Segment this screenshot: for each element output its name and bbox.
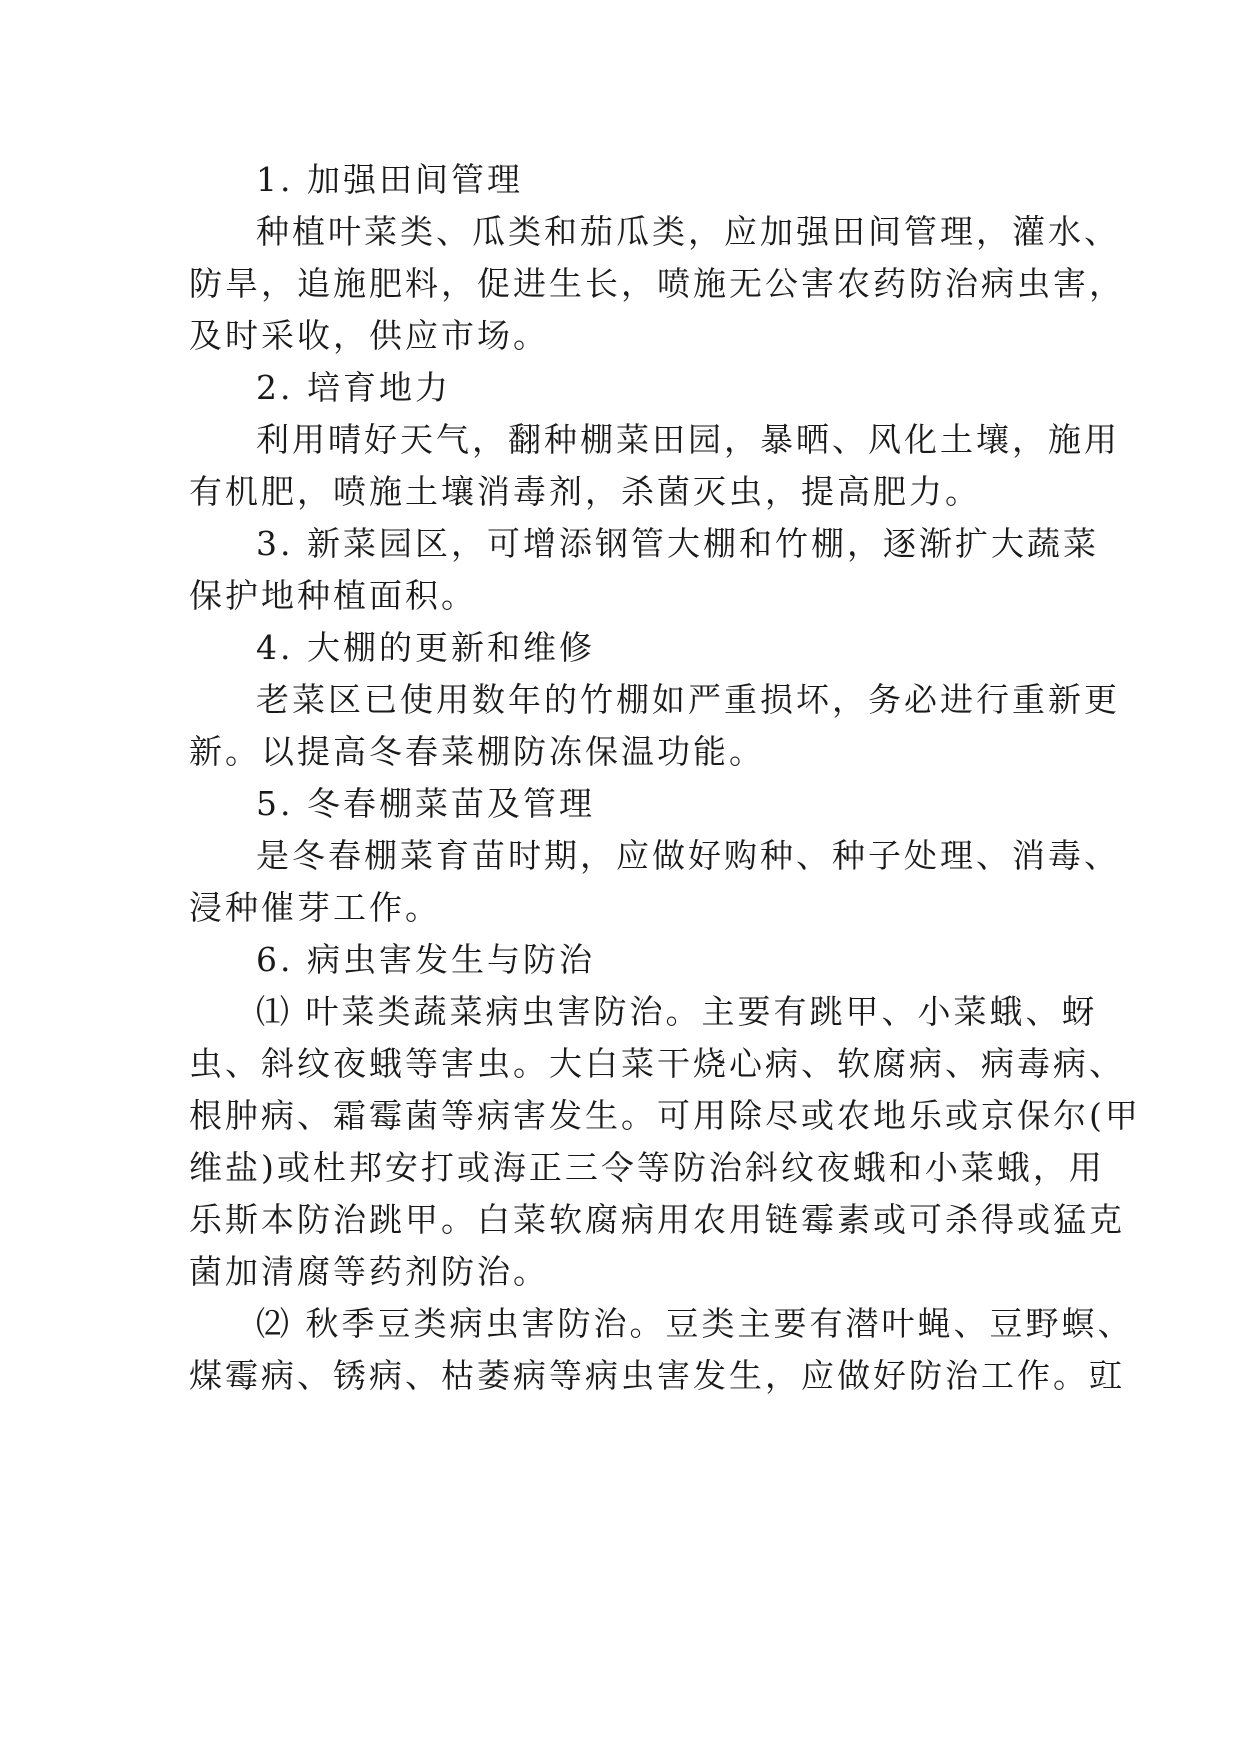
paragraph-line: 浸种催芽工作。	[189, 888, 441, 927]
paragraph-line: 老菜区已使用数年的竹棚如严重损坏，务必进行重新更	[256, 680, 1120, 719]
heading-6: 6. 病虫害发生与防治	[256, 940, 595, 979]
paragraph-line: 煤霉病、锈病、枯萎病等病虫害发生，应做好防治工作。豇	[189, 1356, 1125, 1395]
paragraph-line: 有机肥，喷施土壤消毒剂，杀菌灭虫，提高肥力。	[189, 472, 981, 511]
paragraph-line: 及时采收，供应市场。	[189, 316, 549, 355]
paragraph-line: 防旱，追施肥料，促进生长，喷施无公害农药防治病虫害，	[189, 264, 1125, 303]
paragraph-line: 根肿病、霜霉菌等病害发生。可用除尽或农地乐或京保尔(甲	[189, 1096, 1141, 1135]
heading-3: 3. 新菜园区，可增添钢管大棚和竹棚，逐渐扩大蔬菜	[256, 524, 1099, 563]
paragraph-line: ⑵ 秋季豆类病虫害防治。豆类主要有潜叶蝇、豆野螟、	[256, 1304, 1134, 1343]
heading-4: 4. 大棚的更新和维修	[256, 628, 595, 667]
paragraph-line: 菌加清腐等药剂防治。	[189, 1252, 549, 1291]
paragraph-line: 维盐)或杜邦安打或海正三令等防治斜纹夜蛾和小菜蛾，用	[189, 1148, 1105, 1187]
heading-1: 1. 加强田间管理	[256, 160, 523, 199]
paragraph-line: 种植叶菜类、瓜类和茄瓜类，应加强田间管理，灌水、	[256, 212, 1120, 251]
paragraph-line: ⑴ 叶菜类蔬菜病虫害防治。主要有跳甲、小菜蛾、蚜	[256, 992, 1098, 1031]
paragraph-line: 保护地种植面积。	[189, 576, 477, 615]
paragraph-line: 利用晴好天气，翻种棚菜田园，暴晒、风化土壤，施用	[256, 420, 1120, 459]
paragraph-line: 新。以提高冬春菜棚防冻保温功能。	[189, 732, 765, 771]
paragraph-line: 虫、斜纹夜蛾等害虫。大白菜干烧心病、软腐病、病毒病、	[189, 1044, 1125, 1083]
heading-2: 2. 培育地力	[256, 368, 451, 407]
paragraph-line: 乐斯本防治跳甲。白菜软腐病用农用链霉素或可杀得或猛克	[189, 1200, 1125, 1239]
paragraph-line: 是冬春棚菜育苗时期，应做好购种、种子处理、消毒、	[256, 836, 1120, 875]
heading-5: 5. 冬春棚菜苗及管理	[256, 784, 595, 823]
